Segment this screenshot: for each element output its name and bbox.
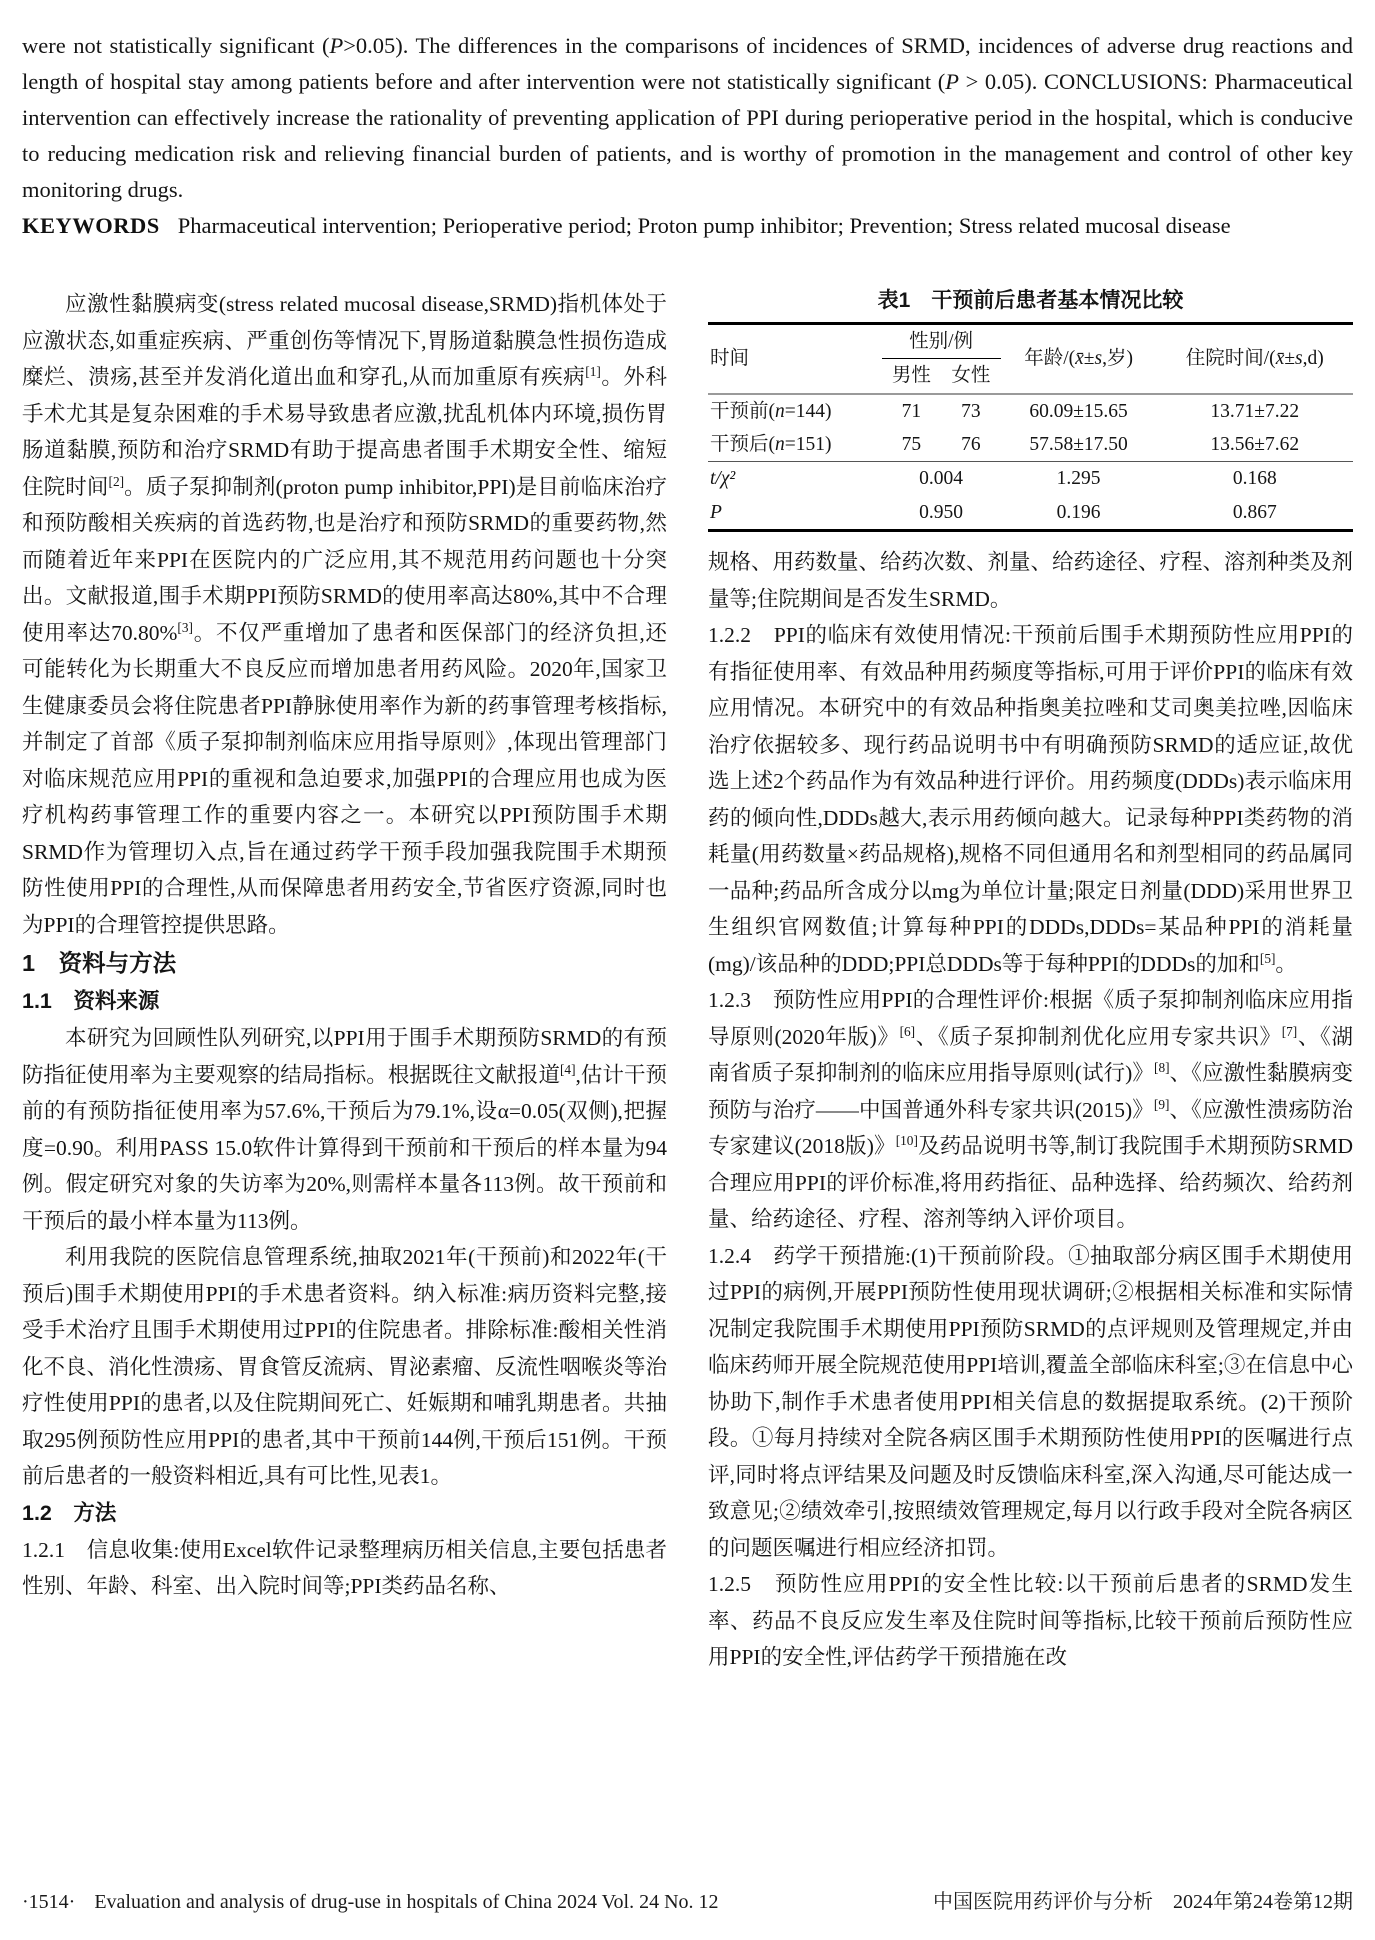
page-number: ·1514· (22, 1891, 76, 1913)
intro-paragraph: 应激性黏膜病变(stress related mucosal disease,SRMD)指机体处于应激状态,如重症疾病、严重创伤等情况下,胃肠道黏膜急性损伤造成糜烂、溃疡,甚至并发消化道出血和穿孔,从而加重原有疾病[1]。外科手术尤其是复杂困难的手术易导致患者应激,扰乱机体内环境,损伤胃肠道黏膜,预防和治疗SRMD有助于提高患者围手术期安全性、缩短住院时间[2]。质子泵抑制剂(proton pump inhibitor,PPI)是目前临床治疗和预防酸相关疾病的首选药物,也是治疗和预防SRMD的重要药物,然而随着近年来PPI在医院内的广泛应用,其不规范用药问题也十分突出。文献报道,围手术期PPI预防SRMD的使用率高达80%,其中不合理使用率达70.80%[3]。不仅严重增加了患者和医保部门的经济负担,还可能转化为长期重大不良反应而增加患者用药风险。2020年,国家卫生健康委员会将住院患者PPI静脉使用率作为新的药事管理考核指标,并制定了首部《质子泵抑制剂临床应用指导原则》,体现出管理部门对临床规范应用PPI的重视和急迫要求,加强PPI的合理应用也成为医疗机构药事管理工作的重要内容之一。本研究以PPI预防围手术期SRMD作为管理切入点,旨在通过药学干预手段加强我院围手术期预防性使用PPI的合理性,从而保障患者用药安全,节省医疗资源,同时也为PPI的合理管控提供思路。 (22, 292, 667, 937)
cell-p-age: 0.196 (1056, 501, 1101, 523)
table-1-title: 表1 干预前后患者基本情况比较 (877, 289, 1184, 312)
col-header-gender-group: 性别/例 (882, 324, 1001, 359)
abstract-continued-text: were not statistically significant (P>0.05). The differences in the comparisons of incidences of SRMD, incidences of adverse drug reactions and length of hospital stay among patients before and after intervention were not statistically significant (P > 0.05). CONCLUSIONS: Pharmaceutical intervention can effectively increase the rationality of preventing application of PPI during perioperative period in the hospital, which is conducive to reducing medication risk and relieving financial burden of patients, and is worthy of promotion in the management and control of other key monitoring drugs. (22, 33, 1354, 202)
table-1-header (708, 324, 1353, 394)
cell-age: 60.09±15.65 (1029, 400, 1128, 422)
table-1-body (708, 394, 1353, 531)
table-row-pre-intervention (708, 394, 1353, 428)
col-header-male: 男性 (891, 365, 931, 387)
right-column (708, 286, 1353, 1676)
sample-size-paragraph: 本研究为回顾性队列研究,以PPI用于围手术期预防SRMD的有预防指征使用率为主要观察的结局指标。根据既往文献报道[4],估计干预前的有预防指征使用率为57.6%,干预后为79.1%,设α=0.05(双侧),把握度=0.90。利用PASS 15.0软件计算得到干预前和干预后的样本量为94例。假定研究对象的失访率为20%,则需样本量各113例。故干预前和干预后的最小样本量为113例。 (22, 1026, 667, 1233)
cell-statistic-stay: 0.168 (1157, 462, 1353, 496)
table-1 (708, 286, 1353, 532)
cell-male: 75 (901, 434, 922, 456)
table-row-statistic (708, 462, 1353, 496)
col-header-female: 女性 (951, 365, 991, 387)
method-1-2-4-paragraph: 1.2.4 药学干预措施:(1)干预前阶段。①抽取部分病区围手术期使用过PPI的病例,开展PPI预防性使用现状调研;②根据相关标准和实际情况制定我院围手术期使用PPI预防SRMD的点评规则及管理规定,并由临床药师开展全院规范使用PPI培训,覆盖全部临床科室;③在信息中心协助下,制作手术患者使用PPI相关信息的数据提取系统。(2)干预阶段。①每月持续对全院各病区围手术期预防性使用PPI的医嘱进行点评,同时将点评结果及问题及时反馈临床科室,深入沟通,尽可能达成一致意见;②绩效牵引,按照绩效管理规定,每月以行政手段对全院各病区的问题医嘱进行相应经济扣罚。 (708, 1243, 1353, 1560)
method-continuation-paragraph: 规格、用药数量、给药次数、剂量、给药途径、疗程、溶剂种类及剂量等;住院期间是否发生SRMD。 (708, 550, 1354, 611)
page-footer (22, 1885, 1353, 1914)
section-1-1-heading: 1.1 资料来源 (22, 989, 160, 1013)
cell-p-gender: 0.950 (919, 501, 964, 523)
cell-age: 57.58±17.50 (1029, 434, 1128, 456)
cell-female: 76 (961, 434, 981, 456)
left-column (22, 286, 667, 1676)
table-1-grid (708, 322, 1353, 532)
cell-statistic-age: 1.295 (1001, 462, 1157, 496)
keywords-line (22, 208, 1353, 244)
row-label: 干预前(n=144) (710, 400, 832, 422)
cell-female: 73 (961, 400, 981, 422)
keywords-label: KEYWORDS (22, 213, 160, 238)
journal-name-en: Evaluation and analysis of drug-use in hospitals of China 2024 Vol. 24 No. 12 (94, 1891, 719, 1913)
col-header-stay: 住院时间/(x̄±s,d) (1185, 348, 1324, 370)
method-1-2-3-paragraph: 1.2.3 预防性应用PPI的合理性评价:根据《质子泵抑制剂临床应用指导原则(2020年版)》[6]、《质子泵抑制剂优化应用专家共识》[7]、《湖南省质子泵抑制剂的临床应用指导原则(试行)》[8]、《应激性黏膜病变预防与治疗——中国普通外科专家共识(2015)》[9]、《应激性溃疡防治专家建议(2018版)》[10]及药品说明书等,制订我院围手术期预防SRMD合理应用PPI的评价标准,将用药指征、品种选择、给药频次、给药剂量、给药途径、疗程、溶剂等纳入评价项目。 (708, 988, 1353, 1232)
method-1-2-1-paragraph: 1.2.1 信息收集:使用Excel软件记录整理病历相关信息,主要包括患者性别、年龄、科室、出入院时间等;PPI类药品名称、 (22, 1537, 667, 1598)
keywords-text: Pharmaceutical intervention; Perioperative period; Proton pump inhibitor; Prevention; Stress related mucosal disease (177, 213, 1231, 238)
method-1-2-2-paragraph: 1.2.2 PPI的临床有效使用情况:干预前后围手术期预防性应用PPI的有指征使用率、有效品种用药频度等指标,可用于评价PPI的临床有效应用情况。本研究中的有效品种指奥美拉唑和艾司奥美拉唑,因临床治疗依据较多、现行药品说明书中有明确预防SRMD的适应证,故优选上述2个药品作为有效品种进行评价。用药频度(DDDs)表示临床用药的倾向性,DDDs越大,表示用药倾向越大。记录每种PPI类药物的消耗量(用药数量×药品规格),规格不同但通用名和剂型相同的药品属同一品种;药品所含成分以mg为单位计量;限定日剂量(DDD)采用世界卫生组织官网数值;计算每种PPI的DDDs,DDDs=某品种PPI的消耗量(mg)/该品种的DDD;PPI总DDDs等于每种PPI的DDDs的加和[5]。 (708, 623, 1353, 976)
footer-left (22, 1891, 733, 1914)
journal-name-zh: 中国医院用药评价与分析 2024年第24卷第12期 (933, 1891, 1353, 1913)
col-header-time: 时间 (710, 348, 750, 370)
table-row-post-intervention (708, 428, 1353, 462)
data-source-paragraph: 利用我院的医院信息管理系统,抽取2021年(干预前)和2022年(干预后)围手术期使用PPI的手术患者资料。纳入标准:病历资料完整,接受手术治疗且围手术期使用过PPI的住院患者。排除标准:酸相关性消化不良、消化性溃疡、胃食管反流病、胃泌素瘤、反流性咽喉炎等治疗性使用PPI的患者,以及住院期间死亡、妊娠期和哺乳期患者。共抽取295例预防性应用PPI的患者,其中干预前144例,干预后151例。干预前后患者的一般资料相近,具有可比性,见表1。 (22, 1245, 668, 1488)
cell-stay: 13.56±7.62 (1210, 434, 1300, 456)
table-row-p-value (708, 496, 1353, 531)
cell-male: 71 (901, 400, 922, 422)
col-header-age: 年龄/(x̄±s,岁) (1024, 348, 1133, 370)
section-1-2-heading: 1.2 方法 (22, 1500, 117, 1525)
row-label-p: P (710, 501, 722, 523)
cell-statistic-gender: 0.004 (882, 462, 1001, 496)
two-column-body (22, 286, 1353, 1676)
cell-stay: 13.71±7.22 (1210, 400, 1300, 422)
section-1-heading: 1 资料与方法 (22, 950, 177, 976)
row-label-statistic: t/χ² (708, 462, 882, 496)
row-label: 干预后(n=151) (710, 434, 832, 456)
method-1-2-5-paragraph: 1.2.5 预防性应用PPI的安全性比较:以干预前后患者的SRMD发生率、药品不良反应发生率及住院时间等指标,比较干预前后预防性应用PPI的安全性,评估药学干预措施在改 (708, 1572, 1353, 1670)
cell-p-stay: 0.867 (1232, 501, 1277, 523)
